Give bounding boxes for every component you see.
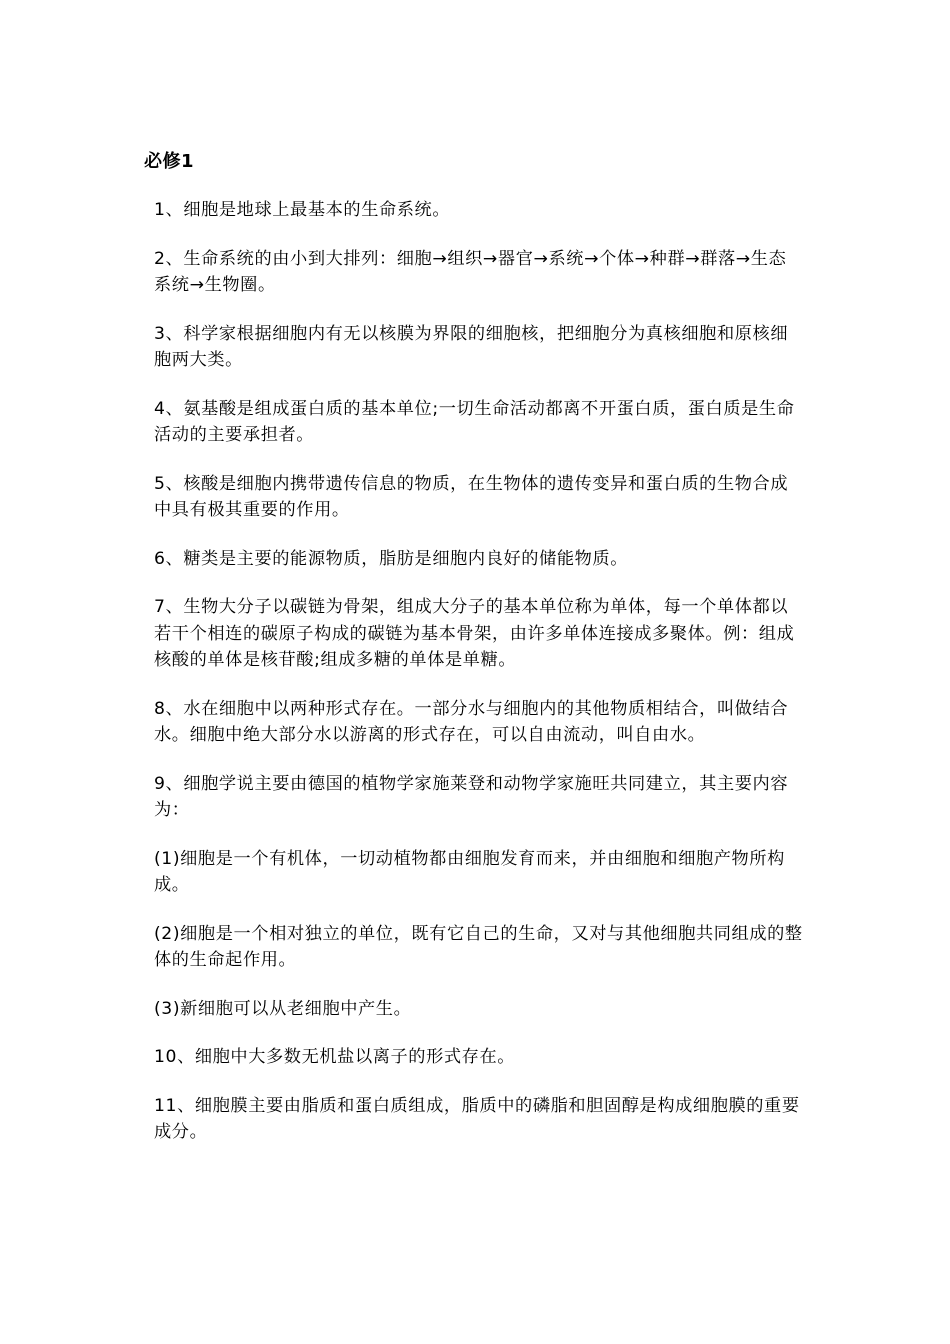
- paragraph-9-item-2: (2)细胞是一个相对独立的单位，既有它自己的生命，又对与其他细胞共同组成的整体的生命起作用。: [154, 923, 803, 970]
- paragraph-1: 1、细胞是地球上最基本的生命系统。: [154, 200, 451, 220]
- paragraph-5: 5、核酸是细胞内携带遗传信息的物质，在生物体的遗传变异和蛋白质的生物合成中具有极其重要的作用。: [154, 473, 789, 520]
- paragraph-6: 6、糖类是主要的能源物质，脂肪是细胞内良好的储能物质。: [154, 548, 629, 569]
- paragraph-8: 8、水在细胞中以两种形式存在。一部分水与细胞内的其他物质相结合，叫做结合水。细胞中绝大部分水以游离的形式存在，可以自由流动，叫自由水。: [154, 698, 789, 745]
- paragraph-11: 11、细胞膜主要由脂质和蛋白质组成，脂质中的磷脂和胆固醇是构成细胞膜的重要成分。: [154, 1095, 800, 1142]
- paragraph-9-item-1: (1)细胞是一个有机体，一切动植物都由细胞发育而来，并由细胞和细胞产物所构成。: [154, 848, 785, 895]
- paragraph-7: 7、生物大分子以碳链为骨架，组成大分子的基本单位称为单体，每一个单体都以若干个相连的碳原子构成的碳链为基本骨架，由许多单体连接成多聚体。例：组成核酸的单体是核苷酸;组成多糖的单体是单糖。: [154, 597, 795, 670]
- paragraph-9-item-3: (3)新细胞可以从老细胞中产生。: [154, 998, 412, 1019]
- document-title: 必修1: [144, 151, 195, 172]
- paragraph-3: 3、科学家根据细胞内有无以核膜为界限的细胞核，把细胞分为真核细胞和原核细胞两大类。: [154, 323, 789, 370]
- paragraph-10: 10、细胞中大多数无机盐以离子的形式存在。: [154, 1047, 516, 1067]
- document-body: [154, 197, 804, 1168]
- paragraph-9: 9、细胞学说主要由德国的植物学家施莱登和动物学家施旺共同建立，其主要内容为：: [154, 773, 789, 820]
- paragraph-2: 2、生命系统的由小到大排列：细胞→组织→器官→系统→个体→种群→群落→生态系统→生物圈。: [154, 248, 787, 295]
- paragraph-4: 4、氨基酸是组成蛋白质的基本单位;一切生命活动都离不开蛋白质，蛋白质是生命活动的主要承担者。: [154, 398, 795, 445]
